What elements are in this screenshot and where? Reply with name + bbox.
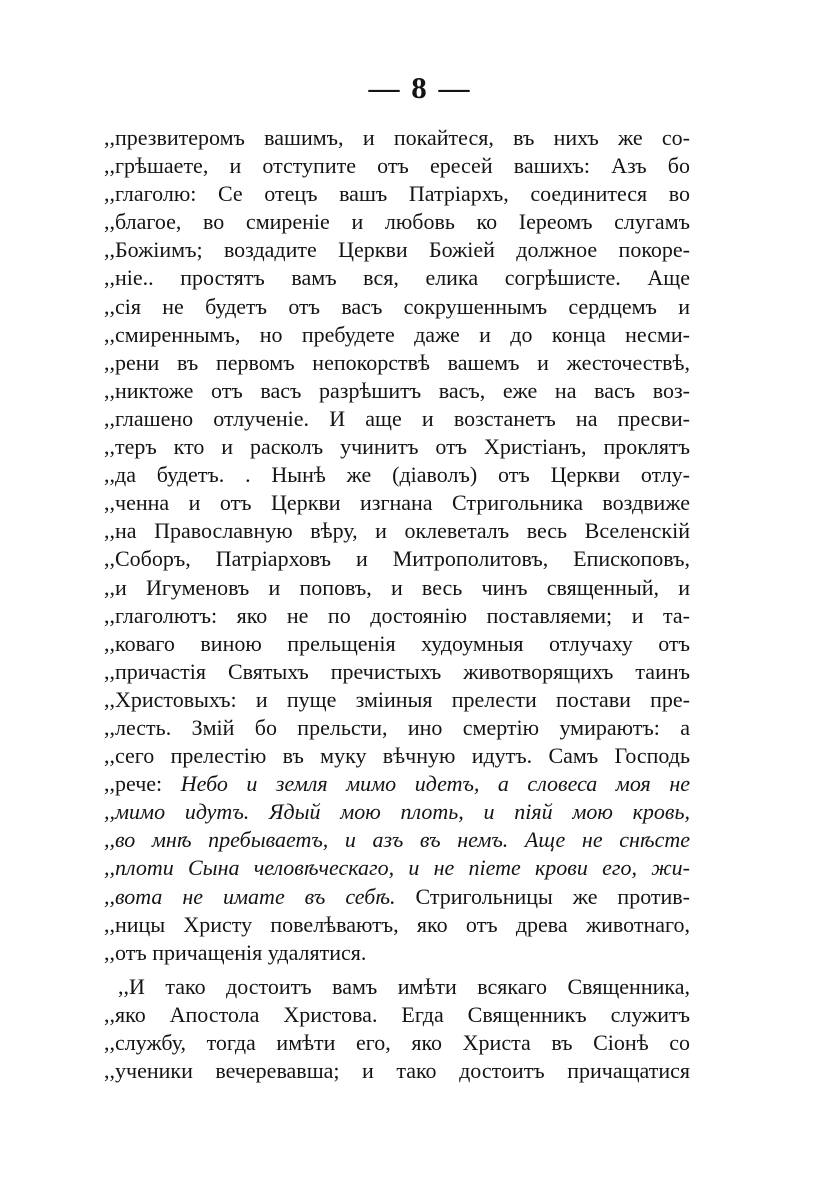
text-line: ,,службу, тогда имѣти его, яко Христа въ Сіонѣ со bbox=[104, 1030, 690, 1055]
scripture-quote: ,,во мнѣ пребываетъ, и азъ въ немъ. Аще не снѣсте bbox=[104, 827, 690, 853]
text-line-mixed bbox=[104, 770, 690, 798]
page-number: — 8 — bbox=[368, 70, 472, 105]
text-line: ,,да будетъ. . Нынѣ же (діаволъ) отъ Церкви отлу- bbox=[104, 462, 690, 488]
scripture-quote: ,,мимо идутъ. Ядый мою плоть, и піяй мою кровь, bbox=[104, 799, 690, 825]
text-line-mixed bbox=[104, 883, 690, 911]
text-line: ,,смиреннымъ, но пребудете даже и до конца несми- bbox=[104, 321, 690, 347]
text-line-mixed bbox=[104, 854, 690, 882]
text-line: ,,ницы Христу повелѣваютъ, яко отъ древа животнаго, bbox=[104, 911, 690, 937]
text-line: ,,благое, во смиреніе и любовь ко Іереомъ слугамъ bbox=[104, 209, 690, 235]
text-line: ,,рени въ первомъ непокорствѣ вашемъ и жесточествѣ, bbox=[104, 349, 690, 375]
text-plain-span: ,,рече: bbox=[104, 771, 181, 797]
text-line: ,,причастія Святыхъ пречистыхъ животворящихъ таинъ bbox=[104, 658, 690, 684]
text-line: ,,теръ кто и расколъ учинитъ отъ Христіанъ, проклятъ bbox=[104, 434, 690, 460]
text-line: ,,сія не будетъ отъ васъ сокрушеннымъ сердцемъ и bbox=[104, 293, 690, 319]
text-line-mixed bbox=[104, 798, 690, 826]
text-line: ,,ніе.. простятъ вамъ вся, елика согрѣшисте. Аще bbox=[104, 265, 690, 291]
text-line: ,,сего прелестію въ муку вѣчную идутъ. Самъ Господь bbox=[104, 743, 690, 769]
text-line: ,,и Игуменовъ и поповъ, и весь чинъ священный, и bbox=[104, 574, 690, 600]
text-line: ,,коваго виною прельщенія худоумныя отлучаху отъ bbox=[104, 630, 690, 656]
text-line: ,,презвитеромъ вашимъ, и покайтеся, въ нихъ же со- bbox=[104, 125, 690, 150]
text-line: ,,отъ причащенія удалятися. bbox=[104, 939, 367, 965]
text-line: ,,Христовыхъ: и пуще зміиныя прелести постави пре- bbox=[104, 686, 690, 712]
scripture-quote: ,,плоти Сына человѣческаго, и не піете крови его, жи- bbox=[104, 855, 690, 881]
text-line: ,,никтоже отъ васъ разрѣшитъ васъ, еже на васъ воз- bbox=[104, 377, 690, 403]
text-line: ,,ученики вечеревавша; и тако достоитъ причащатися bbox=[104, 1058, 690, 1084]
scripture-quote: Небо и земля мимо идетъ, а словеса моя не bbox=[180, 771, 690, 797]
text-line: ,,Соборъ, Патріарховъ и Митрополитовъ, Епископовъ, bbox=[104, 546, 690, 572]
text-line-mixed bbox=[104, 826, 690, 854]
text-line: ,,И тако достоитъ вамъ имѣти всякаго Священника, bbox=[118, 973, 690, 999]
text-line: ,,Божіимъ; воздадите Церкви Божіей должное покоре- bbox=[104, 237, 690, 263]
text-line: ,,на Православную вѣру, и оклеветалъ весь Вселенскій bbox=[104, 518, 690, 544]
body-text bbox=[104, 124, 690, 1085]
text-line: ,,глашено отлученіе. И аще и возстанетъ на пресви- bbox=[104, 405, 690, 431]
text-line: ,,ченна и отъ Церкви изгнана Стригольника воздвиже bbox=[104, 490, 690, 516]
text-line: ,,глаголютъ: яко не по достоянію поставляеми; и та- bbox=[104, 602, 690, 628]
text-line: ,,лесть. Змій бо прельсти, ино смертію умираютъ: а bbox=[104, 714, 690, 740]
scripture-quote: ,,вота не имате въ себѣ. bbox=[104, 883, 396, 909]
text-line: ,,грѣшаете, и отступите отъ ересей вашихъ: Азъ бо bbox=[104, 153, 690, 179]
text-line: ,,яко Апостола Христова. Егда Священникъ служитъ bbox=[104, 1001, 690, 1027]
text-plain-span: Стригольницы же против- bbox=[395, 883, 690, 909]
text-line: ,,глаголю: Се отецъ вашъ Патріархъ, соединитеся во bbox=[104, 181, 690, 207]
